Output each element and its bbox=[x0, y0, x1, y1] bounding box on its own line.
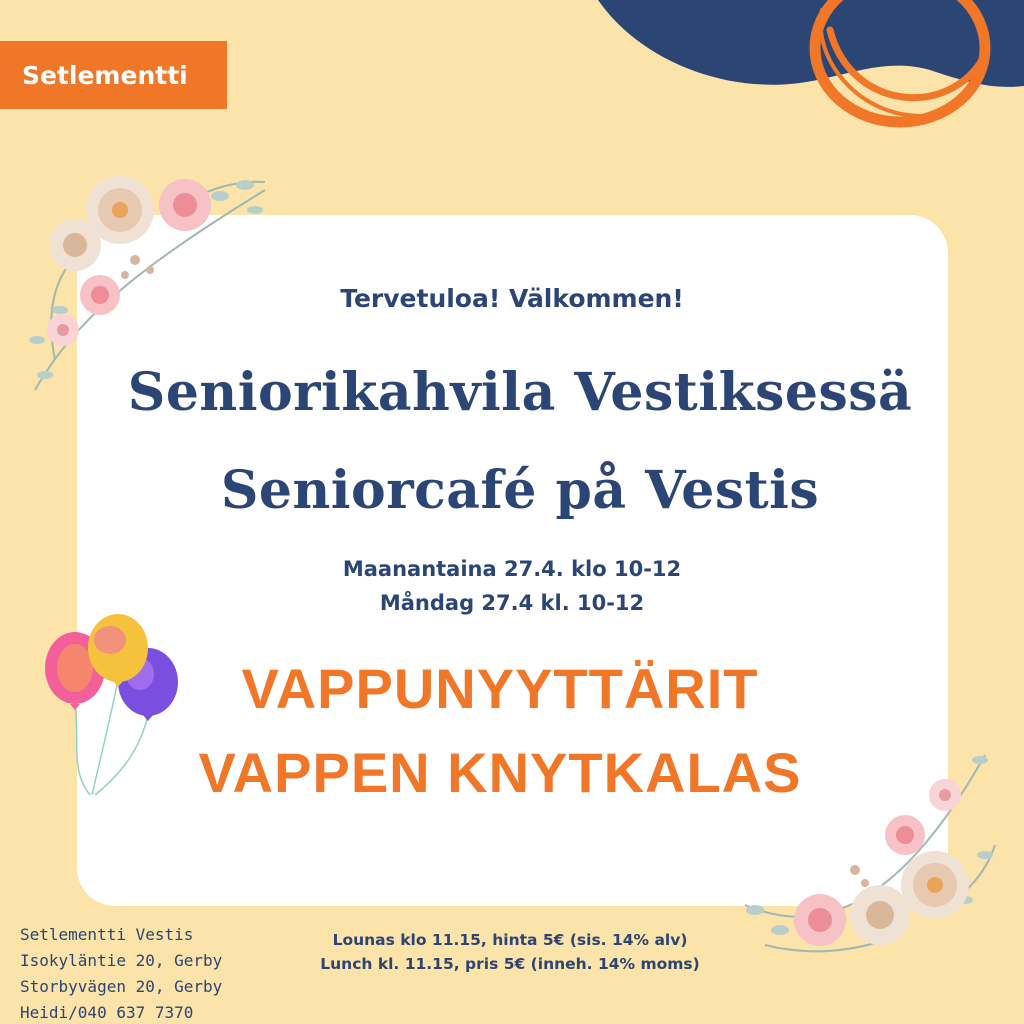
address-line: Setlementti Vestis bbox=[20, 925, 194, 944]
address-line: Storbyvägen 20, Gerby bbox=[20, 977, 223, 996]
event-name-finnish: VAPPUNYYTTÄRIT bbox=[241, 657, 759, 720]
lunch-info-swedish: Lunch kl. 11.15, pris 5€ (inneh. 14% moms) bbox=[320, 955, 700, 973]
address-line: Isokyläntie 20, Gerby bbox=[20, 951, 223, 970]
greeting-text: Tervetuloa! Välkommen! bbox=[340, 284, 684, 313]
event-name-swedish: VAPPEN KNYTKALAS bbox=[198, 741, 802, 804]
date-finnish: Maanantaina 27.4. klo 10-12 bbox=[342, 557, 682, 581]
title-swedish: Seniorcafé på Vestis bbox=[220, 460, 820, 521]
brand-label[interactable]: Setlementti bbox=[0, 41, 227, 109]
address-block bbox=[20, 922, 222, 1024]
title-finnish: Seniorikahvila Vestiksessä bbox=[127, 362, 913, 423]
date-swedish: Måndag 27.4 kl. 10-12 bbox=[379, 591, 645, 615]
lunch-info-finnish: Lounas klo 11.15, hinta 5€ (sis. 14% alv) bbox=[332, 931, 688, 949]
contact-line: Heidi/040 637 7370 bbox=[20, 1003, 194, 1022]
